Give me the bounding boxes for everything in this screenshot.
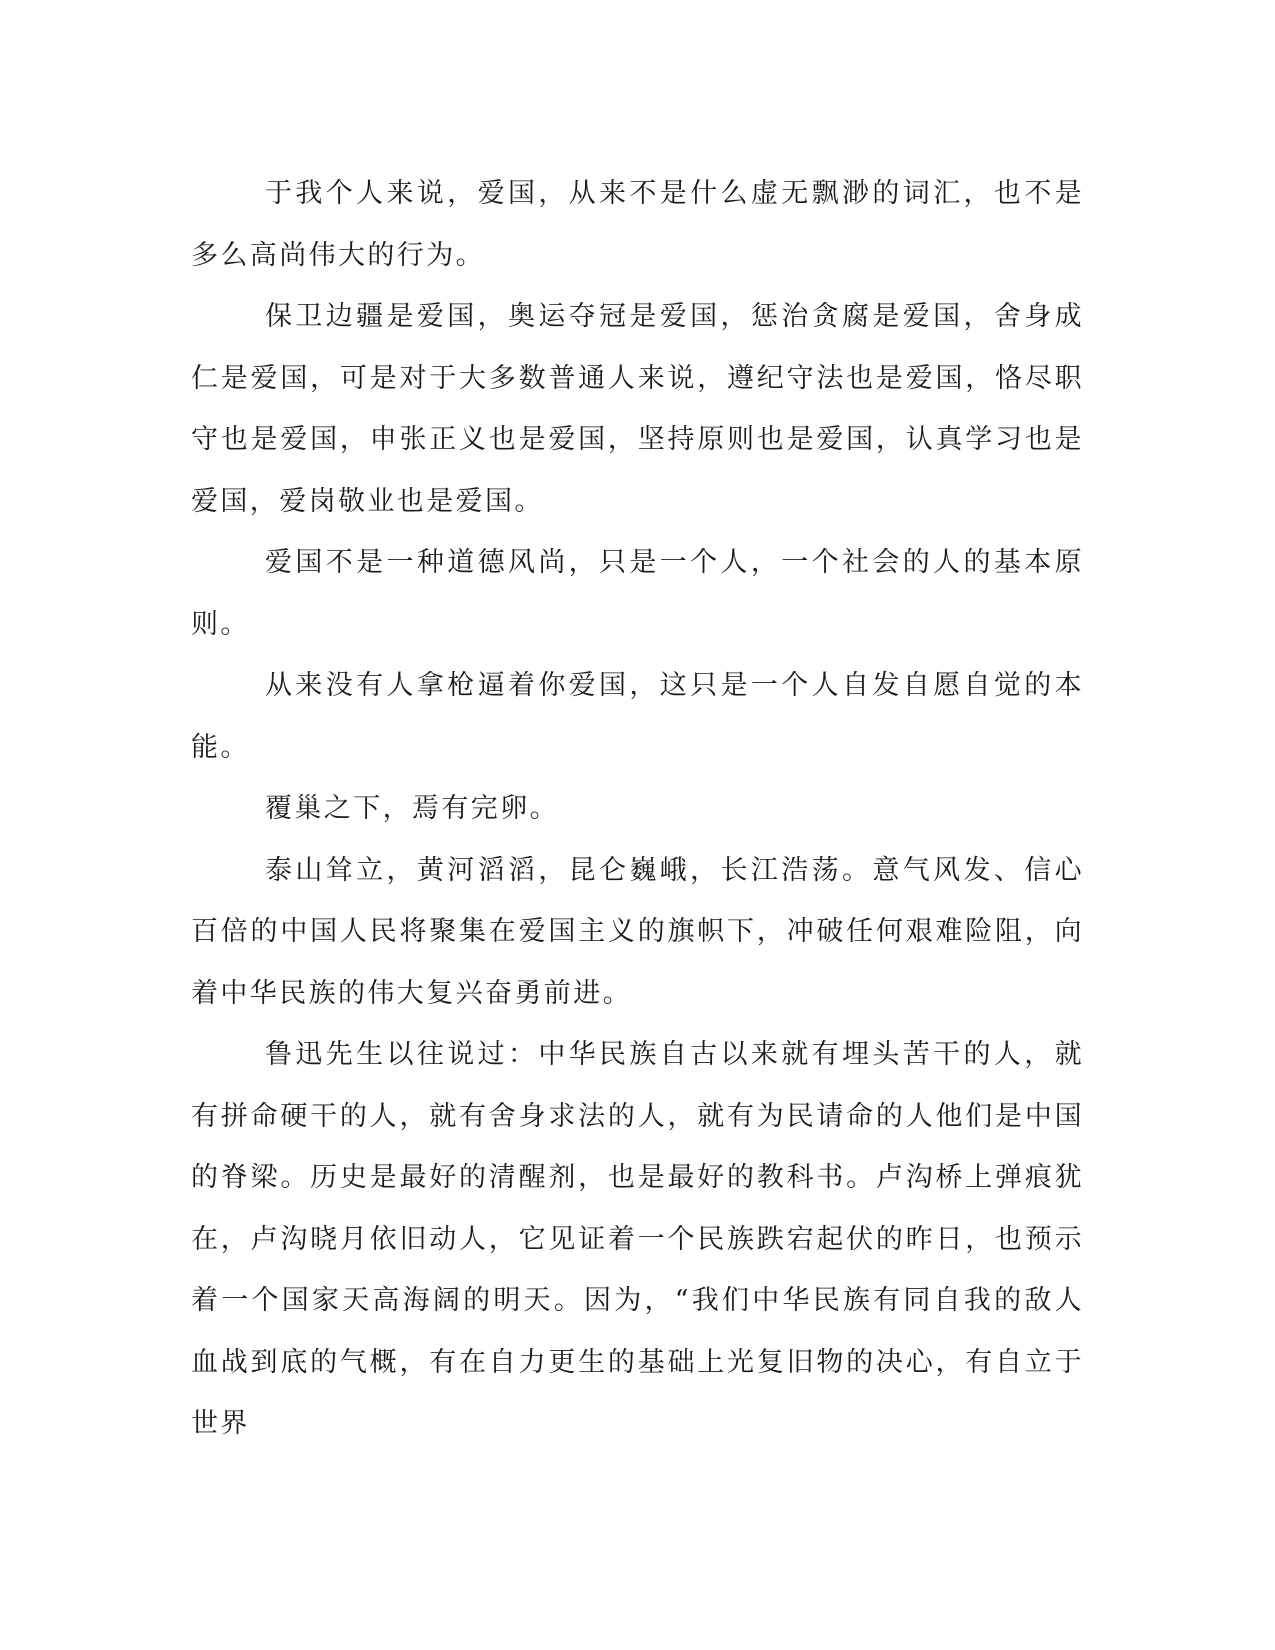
paragraph-1: 于我个人来说，爱国，从来不是什么虚无飘渺的词汇，也不是多么高尚伟大的行为。 [191,178,1084,271]
paragraph-6: 泰山耸立，黄河滔滔，昆仑巍峨，长江浩荡。意气风发、信心百倍的中国人民将聚集在爱国主义的旗帜下，冲破任何艰难险阻，向着中华民族的伟大复兴奋勇前进。 [191,854,1084,1009]
body-text [191,163,1084,1455]
paragraph-2: 保卫边疆是爱国，奥运夺冠是爱国，惩治贪腐是爱国，舍身成仁是爱国，可是对于大多数普通人来说，遵纪守法也是爱国，恪尽职守也是爱国，申张正义也是爱国，坚持原则也是爱国，认真学习也是爱国，爱岗敬业也是爱国。 [191,301,1084,517]
paragraph-5: 覆巢之下，焉有完卵。 [265,793,559,824]
paragraph-7: 鲁迅先生以往说过：中华民族自古以来就有埋头苦干的人，就有拼命硬干的人，就有舍身求法的人，就有为民请命的人他们是中国的脊梁。历史是最好的清醒剂，也是最好的教科书。卢沟桥上弹痕犹在，卢沟晓月依旧动人，它见证着一个民族跌宕起伏的昨日，也预示着一个国家天高海阔的明天。因为，“我们中华民族有同自我的敌人血战到底的气概，有在自力更生的基础上光复旧物的决心，有自立于世界 [191,1039,1084,1439]
paragraph-3: 爱国不是一种道德风尚，只是一个人，一个社会的人的基本原则。 [191,547,1084,640]
paragraph-4: 从来没有人拿枪逼着你爱国，这只是一个人自发自愿自觉的本能。 [191,670,1084,763]
